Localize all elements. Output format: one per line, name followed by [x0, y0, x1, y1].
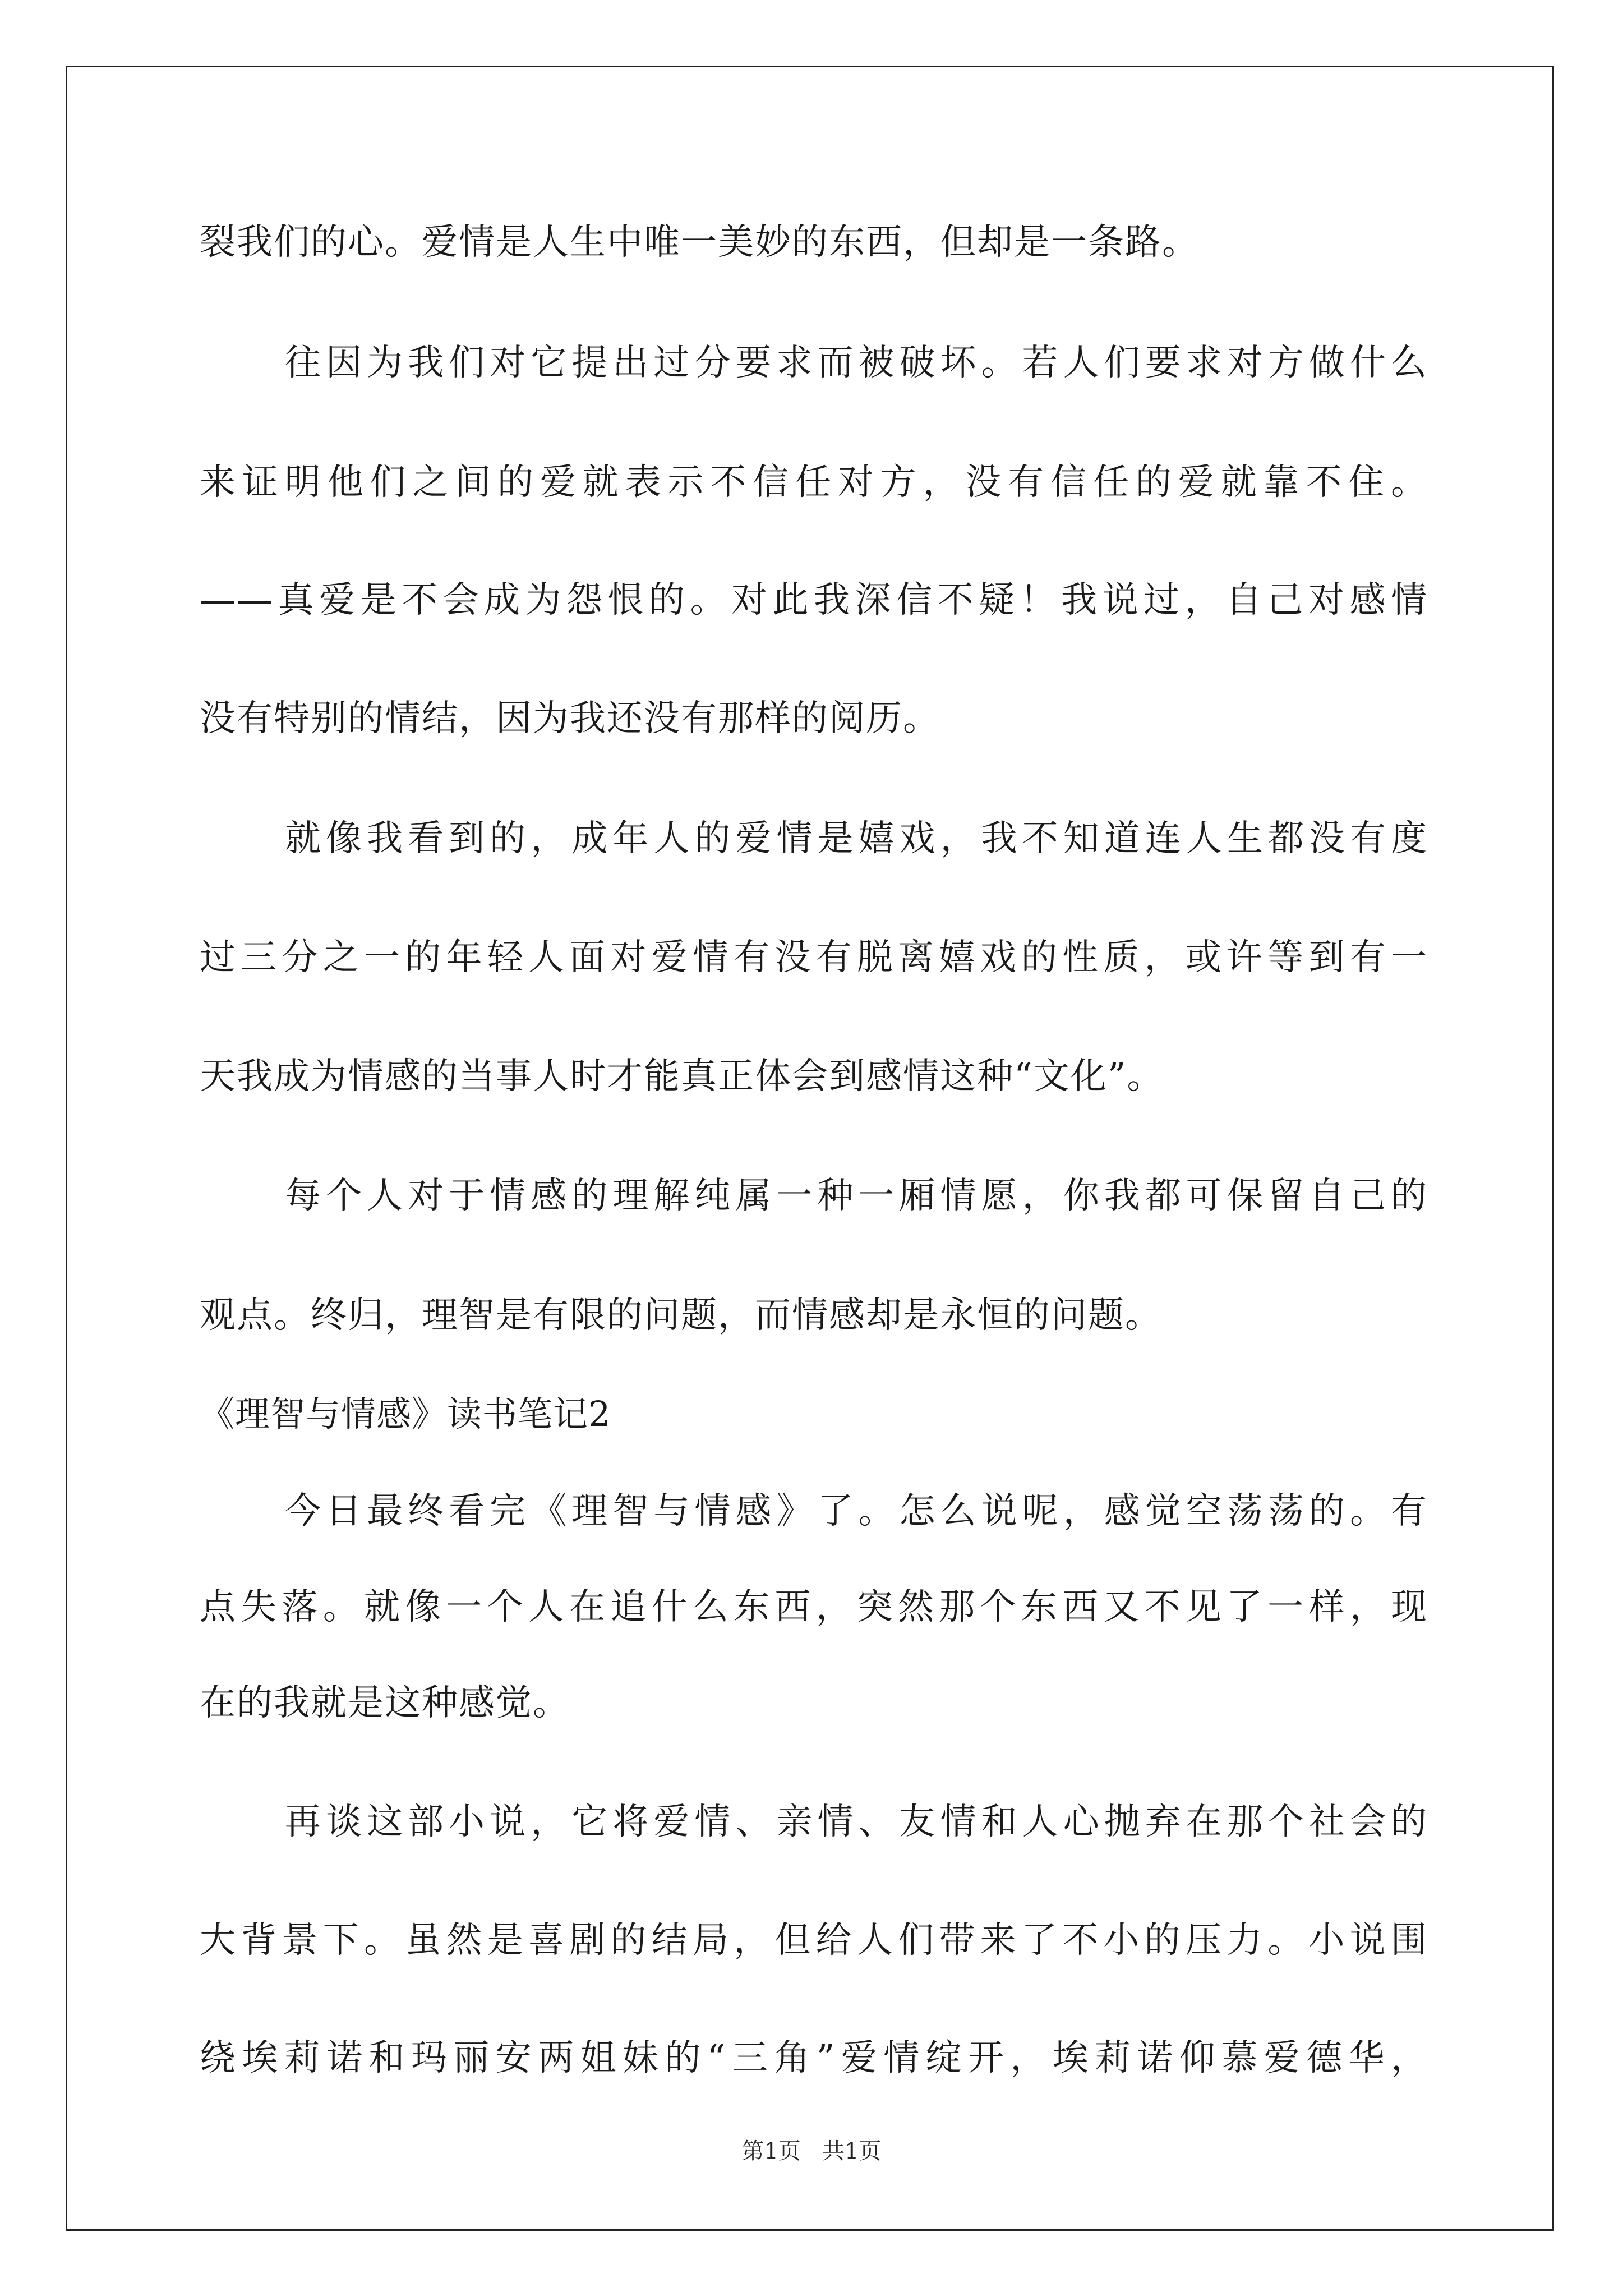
- text-line-5: 没有特别的情结，因为我还没有那样的阅历。: [200, 698, 940, 739]
- text-line-3: 来证明他们之间的爱就表示不信任对方，没有信任的爱就靠不住。: [200, 462, 1428, 503]
- text-line-8: 天我成为情感的当事人时才能真正体会到感情这种“文化”。: [200, 1056, 1164, 1097]
- page-border: [66, 66, 1554, 2231]
- text-line-14: 在的我就是这种感觉。: [200, 1682, 570, 1724]
- text-line-17: 绕埃莉诺和玛丽安两姐妹的“三角”爱情绽开，埃莉诺仰慕爱德华，: [200, 2037, 1428, 2079]
- paragraph-start-line: 再谈这部小说，它将爱情、亲情、友情和人心抛弃在那个社会的: [285, 1801, 1428, 1843]
- text-line-10: 观点。终归，理智是有限的问题，而情感却是永恒的问题。: [200, 1295, 1162, 1336]
- text-line-16: 大背景下。虽然是喜剧的结局，但给人们带来了不小的压力。小说围: [200, 1920, 1428, 1961]
- text-line-13: 点失落。就像一个人在追什么东西，突然那个东西又不见了一样，现: [200, 1586, 1428, 1628]
- section-heading: 《理智与情感》读书笔记2: [200, 1393, 611, 1434]
- text-line-7: 过三分之一的年轻人面对爱情有没有脱离嬉戏的性质，或许等到有一: [200, 937, 1428, 978]
- paragraph-start-line: 每个人对于情感的理解纯属一种一厢情愿，你我都可保留自己的: [285, 1175, 1428, 1217]
- text-line-4: ——真爱是不会成为怨恨的。对此我深信不疑！我说过，自己对感情: [200, 579, 1428, 621]
- text-line-1: 裂我们的心。爱情是人生中唯一美妙的东西，但却是一条路。: [200, 222, 1199, 263]
- paragraph-start-line: 往因为我们对它提出过分要求而被破坏。若人们要求对方做什么: [285, 342, 1428, 384]
- paragraph-start-line: 今日最终看完《理智与情感》了。怎么说呢，感觉空荡荡的。有: [285, 1490, 1428, 1532]
- paragraph-start-line: 就像我看到的，成年人的爱情是嬉戏，我不知道连人生都没有度: [285, 818, 1428, 859]
- page-footer: 第1页 共1页: [741, 2138, 882, 2164]
